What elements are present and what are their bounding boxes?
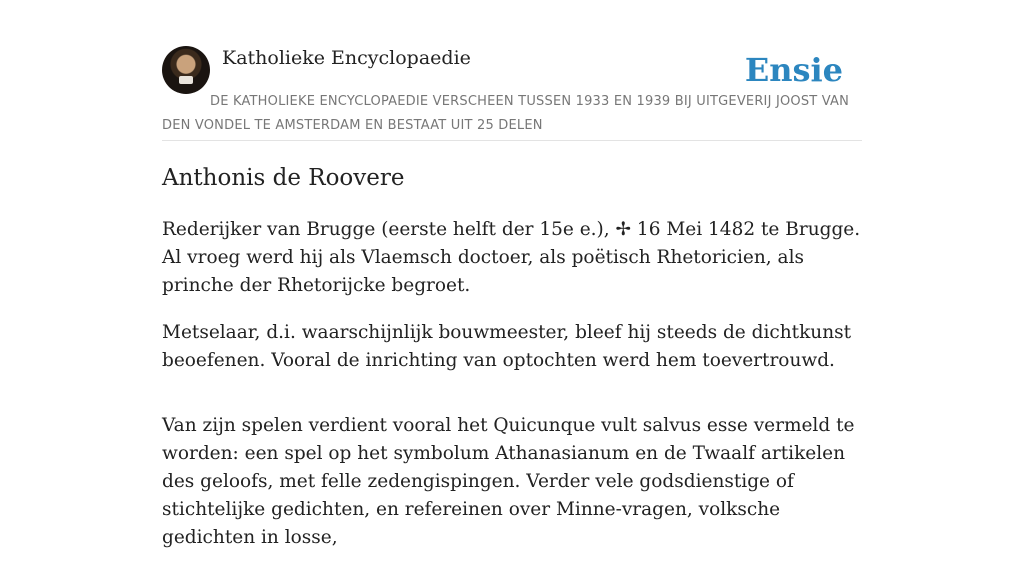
article-paragraph-1: Rederijker van Brugge (eerste helft der 15e e.), ✢ 16 Mei 1482 te Brugge. Al vroeg werd hij als Vlaemsch doctoer, als poëtisch Rhetoricien, als princhе der Rhetorijcke begroet. [162,219,861,296]
avatar-collar [179,76,193,84]
article-paragraph-2: Metselaar, d.i. waarschijnlijk bouwmeester, bleef hij steeds de dichtkunst beoefenen. Vooral de inrichting van optochten werd hem toevertrouwd. [162,322,852,371]
avatar[interactable] [162,46,210,94]
brand-logo[interactable]: Ensie [744,51,843,89]
article-title: Anthonis de Roovere [162,165,405,191]
article-paragraph-3: Van zijn spelen verdient vooral het Quicunque vult salvus esse vermeld te worden: een spel op het symbolum Athanasianum en de Twaalf artikelen des geloofs, met felle zedengispingen. Verder vele godsdienstige of stichtelijke gedichten, en refereinen over Minne-vragen, volksche gedichten in losse, [162,415,855,548]
site-description: DE KATHOLIEKE ENCYCLOPAEDIE VERSCHEEN TUSSEN 1933 EN 1939 BIJ UITGEVERIJ JOOST VAN DEN VONDEL TE AMSTERDAM EN BESTAAT UIT 25 DELEN [162,94,850,133]
site-header [162,46,862,141]
site-title[interactable]: Katholieke Encyclopaedie [222,47,471,69]
article [162,162,862,571]
